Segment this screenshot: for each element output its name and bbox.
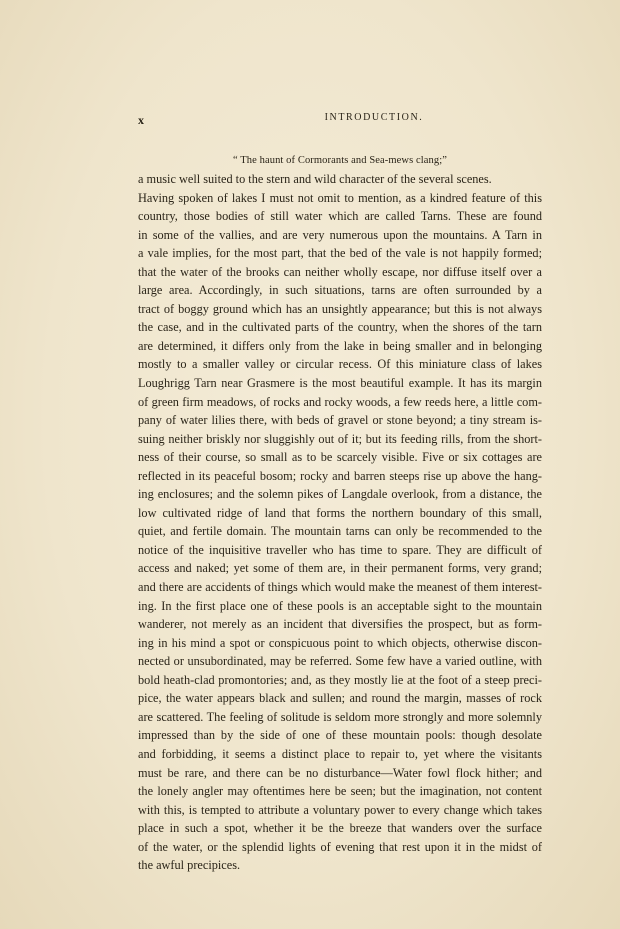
text-line: reflected in its peaceful bosom; rocky and barren steeps rise up above the hang-: [138, 468, 542, 483]
text-line: pany of water lilies there, with beds of gravel or stone beyond; a tiny stream is-: [138, 413, 542, 428]
text-line: access and naked; yet some of them are, in their permanent forms, very grand;: [138, 561, 542, 576]
text-line: and there are accidents of things which would make the meanest of them interest-: [138, 580, 542, 595]
text-line: Having spoken of lakes I must not omit to mention, as a kindred feature of this: [138, 190, 542, 205]
text-line: of the water, or the splendid lights of evening that rest upon it in the midst of: [138, 839, 542, 854]
text-line: and forbidding, it seems a distinct place to repair to, yet where the visitants: [138, 746, 542, 761]
text-line: ing enclosures; and the solemn pikes of Langdale overlook, from a distance, the: [138, 487, 542, 502]
text-line: ing. In the first place one of these pools is an acceptable sight to the mountain: [138, 598, 542, 613]
text-line: a vale implies, for the most part, that the bed of the vale is not happily formed;: [138, 246, 542, 261]
text-line: mostly to a smaller valley or circular recess. Of this miniature class of lakes: [138, 357, 542, 372]
text-line: that the water of the brooks can neither wholly escape, nor diffuse itself over a: [138, 264, 542, 279]
running-head: INTRODUCTION.: [324, 112, 424, 123]
text-line: are scattered. The feeling of solitude is seldom more strongly and more solemnly: [138, 709, 542, 724]
text-line: large area. Accordingly, in such situations, tarns are often surrounded by a: [138, 283, 542, 298]
text-line: impressed than by the side of one of these mountain pools: though desolate: [138, 728, 542, 743]
text-line: tract of boggy ground which has an unsightly appearance; but this is not always: [138, 301, 542, 316]
text-line: quiet, and fertile domain. The mountain tarns can only be recommended to the: [138, 524, 542, 539]
text-line: the case, and in the cultivated parts of the country, when the shores of the tarn: [138, 320, 542, 335]
text-line: of green firm meadows, of rocks and rocky woods, a few reeds here, a little com-: [138, 394, 542, 409]
text-line: country, those bodies of still water which are called Tarns. These are found: [138, 209, 542, 224]
text-line: nected or unsubordinated, may be referred. Some few have a varied outline, with: [138, 654, 542, 669]
text-line: ness of their course, so small as to be scarcely visible. Five or six cottages are: [138, 450, 542, 465]
text-line: must be rare, and there can be no disturbance—Water fowl flock hither; and: [138, 765, 542, 780]
text-line: low cultivated ridge of land that forms the northern boundary of this small,: [138, 505, 542, 520]
text-line: ing in his mind a spot or conspicuous point to which objects, otherwise discon-: [138, 635, 542, 650]
text-line: wanderer, not merely as an incident that diversifies the prospect, but as form-: [138, 617, 542, 632]
text-line: suing neither briskly nor sluggishly out of it; but its feeding rills, from the short-: [138, 431, 542, 446]
text-line: are determined, it differs only from the lake in being smaller and in belonging: [138, 338, 542, 353]
text-line: the lonely angler may oftentimes here be seen; but the imagination, not content: [138, 784, 542, 799]
body-text: [138, 170, 542, 875]
text-line: pice, the water appears black and sullen; and round the margin, masses of rock: [138, 691, 542, 706]
text-line: notice of the inquisitive traveller who has time to spare. They are difficult of: [138, 542, 542, 557]
text-line: place in such a spot, whether it be the breeze that wanders over the surface: [138, 821, 542, 836]
epigraph-quote: “ The haunt of Cormorants and Sea-mews clang;”: [232, 155, 448, 166]
text-line: a music well suited to the stern and wild character of the several scenes.: [138, 172, 492, 186]
page-number: x: [138, 113, 145, 127]
text-line: with this, is tempted to attribute a voluntary power to every change which takes: [138, 802, 542, 817]
text-line: in some of the vallies, and are very numerous upon the mountains. A Tarn in: [138, 227, 542, 242]
text-line: the awful precipices.: [138, 858, 241, 873]
text-line: Loughrigg Tarn near Grasmere is the most beautiful example. It has its margin: [138, 376, 542, 391]
text-line: bold heath-clad promontories; and, as they mostly lie at the foot of a steep preci-: [138, 672, 542, 687]
page-header: [138, 112, 548, 128]
